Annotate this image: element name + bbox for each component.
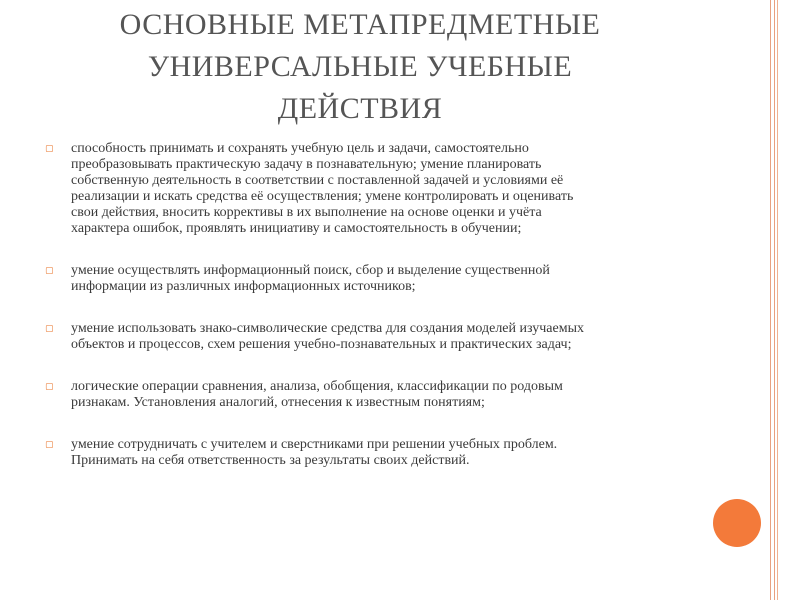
bullet-1-line-1: способность принимать и сохранять учебную цель и задачи, самостоятельно: [71, 141, 529, 156]
bullet-2-line-1: умение осуществлять информационный поиск, сбор и выделение существенной: [71, 263, 550, 278]
bullet-spacer: [45, 295, 715, 321]
bullet-item-4: [45, 379, 715, 411]
bullet-3-line-1: умение использовать знако-символические средства для создания моделей изучаемых: [71, 321, 584, 336]
bullet-spacer: [45, 353, 715, 379]
decorative-circle-icon: [713, 499, 761, 547]
bullet-spacer: [45, 237, 715, 263]
frame-line-inner: [777, 0, 778, 600]
bullet-spacer: [45, 411, 715, 437]
bullet-1-line-5: свои действия, вносить коррективы в их выполнение на основе оценки и учёта: [71, 205, 542, 220]
bullet-item-3: [45, 321, 715, 353]
bullet-list: [45, 141, 715, 469]
slide-title: [60, 4, 660, 130]
bullet-3-line-2: объектов и процессов, схем решения учебно-познавательных и практических задач;: [71, 337, 572, 352]
bullet-1-line-4: реализации и искать средства её осуществления; умене контролировать и оценивать: [71, 189, 574, 204]
bullet-4-line-1: логические операции сравнения, анализа, обобщения, классификации по родовым: [71, 379, 563, 394]
bullet-5-line-1: умение сотрудничать с учителем и сверстниками при решении учебных проблем.: [71, 437, 558, 452]
bullet-5-line-2: Принимать на себя ответственность за результаты своих действий.: [71, 453, 470, 468]
bullet-marker-icon: ▢: [45, 265, 54, 275]
slide-title-line-3: ДЕЙСТВИЯ: [277, 92, 443, 125]
bullet-marker-icon: ▢: [45, 381, 54, 391]
bullet-item-1: [45, 141, 715, 237]
bullet-1-line-6: характера ошибок, проявлять инициативу и самостоятельность в обучении;: [71, 221, 522, 236]
bullet-item-5: [45, 437, 715, 469]
bullet-marker-icon: ▢: [45, 323, 54, 333]
bullet-2-line-2: информации из различных информационных источников;: [71, 279, 416, 294]
bullet-marker-icon: ▢: [45, 439, 54, 449]
frame-line-outer: [770, 0, 771, 600]
bullet-1-line-2: преобразовывать практическую задачу в познавательную; умение планировать: [71, 157, 542, 172]
bullet-4-line-2: ризнакам. Установления аналогий, отнесения к известным понятиям;: [71, 395, 485, 410]
bullet-1-line-3: собственную деятельность в соответствии с поставленной задачей и условиями её: [71, 173, 564, 188]
bullet-item-2: [45, 263, 715, 295]
slide-title-line-1: ОСНОВНЫЕ МЕТАПРЕДМЕТНЫЕ: [119, 8, 601, 41]
frame-line-middle: [774, 0, 775, 600]
slide-title-line-2: УНИВЕРСАЛЬНЫЕ УЧЕБНЫЕ: [147, 50, 573, 83]
bullet-marker-icon: ▢: [45, 143, 54, 153]
